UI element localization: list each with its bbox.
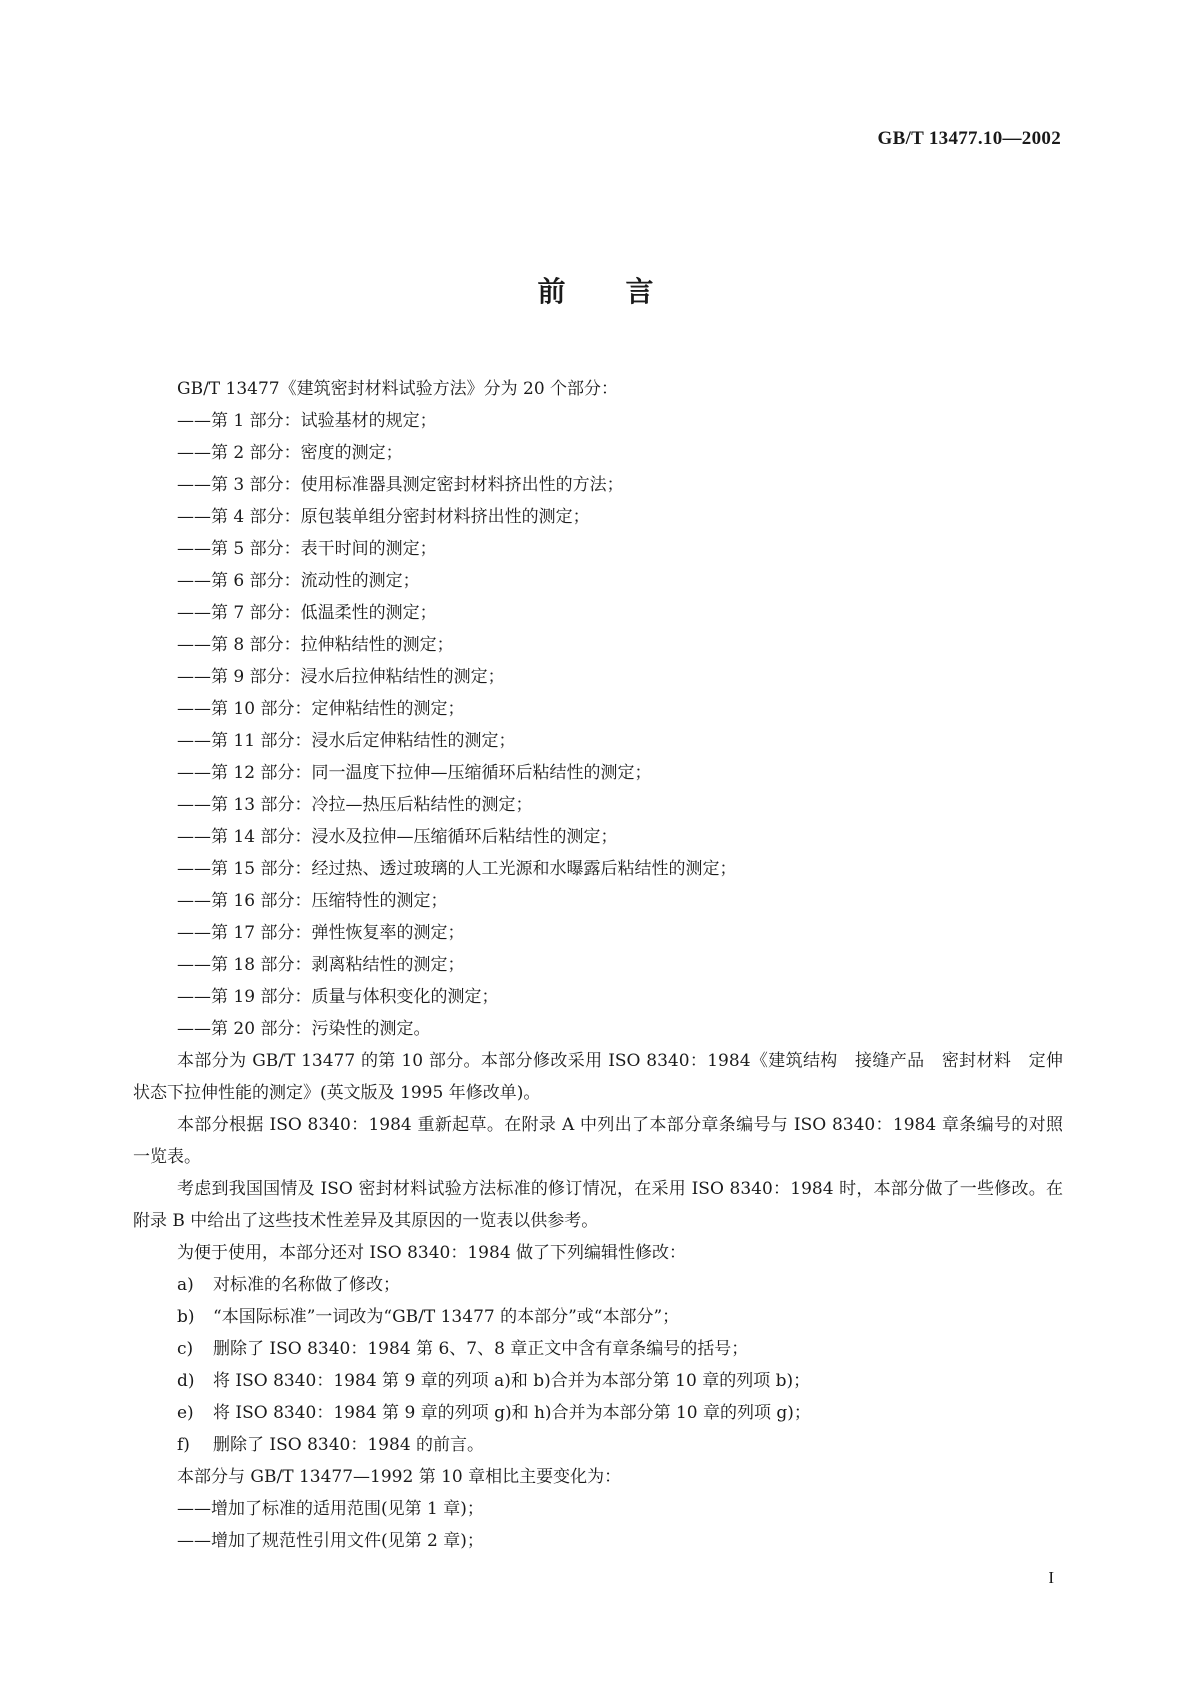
paragraph: 本部分根据 ISO 8340：1984 重新起草。在附录 A 中列出了本部分章条编号与 ISO 8340：1984 章条编号的对照一览表。	[133, 1115, 1063, 1167]
item-label: e)	[177, 1403, 194, 1423]
list-item	[133, 1397, 1063, 1429]
standard-code: GB/T 13477.10—2002	[877, 128, 1061, 149]
list-item: ——第 9 部分：浸水后拉伸粘结性的测定；	[177, 667, 505, 687]
list-item: ——第 5 部分：表干时间的测定；	[177, 539, 437, 559]
list-item	[133, 1269, 1063, 1301]
edits-list	[133, 1269, 1063, 1461]
list-item: ——第 17 部分：弹性恢复率的测定；	[177, 923, 465, 943]
list-item: ——第 2 部分：密度的测定；	[177, 443, 403, 463]
parts-list	[133, 405, 1063, 1045]
list-item: ——第 8 部分：拉伸粘结性的测定；	[177, 635, 454, 655]
list-item: ——第 15 部分：经过热、透过玻璃的人工光源和水曝露后粘结性的测定；	[177, 859, 737, 879]
document-body	[133, 373, 1063, 1557]
list-item: ——第 4 部分：原包装单组分密封材料挤出性的测定；	[177, 507, 590, 527]
list-item: ——第 1 部分：试验基材的规定；	[177, 411, 437, 431]
list-item: ——第 3 部分：使用标准器具测定密封材料挤出性的方法；	[177, 475, 624, 495]
list-item: ——增加了标准的适用范围(见第 1 章)；	[177, 1499, 484, 1519]
list-item: ——第 7 部分：低温柔性的测定；	[177, 603, 437, 623]
list-item: ——第 11 部分：浸水后定伸粘结性的测定；	[177, 731, 516, 751]
page-number: I	[1048, 1568, 1054, 1587]
list-item: ——第 12 部分：同一温度下拉伸—压缩循环后粘结性的测定；	[177, 763, 652, 783]
paragraph: 本部分为 GB/T 13477 的第 10 部分。本部分修改采用 ISO 8340：1984《建筑结构 接缝产品 密封材料 定伸状态下拉伸性能的测定》(英文版及 1995 年修改单)。	[133, 1051, 1063, 1103]
item-text: 将 ISO 8340：1984 第 9 章的列项 g)和 h)合并为本部分第 10 章的列项 g)；	[213, 1403, 811, 1423]
list-item: ——第 19 部分：质量与体积变化的测定；	[177, 987, 499, 1007]
list-item	[133, 1429, 1063, 1461]
item-text: 对标准的名称做了修改；	[213, 1275, 400, 1295]
list-item	[133, 1365, 1063, 1397]
item-label: b)	[177, 1307, 195, 1327]
item-text: “本国际标准”一词改为“GB/T 13477 的本部分”或“本部分”；	[213, 1307, 680, 1327]
intro-line: GB/T 13477《建筑密封材料试验方法》分为 20 个部分：	[177, 379, 619, 399]
list-item: ——第 14 部分：浸水及拉伸—压缩循环后粘结性的测定；	[177, 827, 618, 847]
list-item	[133, 1301, 1063, 1333]
item-text: 将 ISO 8340：1984 第 9 章的列项 a)和 b)合并为本部分第 10 章的列项 b)；	[213, 1371, 811, 1391]
paragraph: 为便于使用，本部分还对 ISO 8340：1984 做了下列编辑性修改：	[177, 1243, 687, 1263]
list-item: ——第 6 部分：流动性的测定；	[177, 571, 420, 591]
list-item: ——增加了规范性引用文件(见第 2 章)；	[177, 1531, 484, 1551]
list-item: ——第 13 部分：冷拉—热压后粘结性的测定；	[177, 795, 533, 815]
item-label: d)	[177, 1371, 195, 1391]
paragraph: 考虑到我国国情及 ISO 密封材料试验方法标准的修订情况，在采用 ISO 8340：1984 时，本部分做了一些修改。在附录 B 中给出了这些技术性差异及其原因的一览表以供参考。	[133, 1179, 1063, 1231]
list-item: ——第 20 部分：污染性的测定。	[177, 1019, 431, 1039]
list-item: ——第 10 部分：定伸粘结性的测定；	[177, 699, 465, 719]
item-label: c)	[177, 1339, 194, 1359]
page-title: 前言	[537, 275, 714, 308]
changes-list	[133, 1493, 1063, 1557]
list-item: ——第 16 部分：压缩特性的测定；	[177, 891, 448, 911]
list-item: ——第 18 部分：剥离粘结性的测定；	[177, 955, 465, 975]
item-label: f)	[177, 1435, 190, 1455]
item-label: a)	[177, 1275, 194, 1295]
item-text: 删除了 ISO 8340：1984 第 6、7、8 章正文中含有章条编号的括号；	[213, 1339, 749, 1359]
item-text: 删除了 ISO 8340：1984 的前言。	[213, 1435, 485, 1455]
changes-intro: 本部分与 GB/T 13477—1992 第 10 章相比主要变化为：	[177, 1467, 622, 1487]
list-item	[133, 1333, 1063, 1365]
